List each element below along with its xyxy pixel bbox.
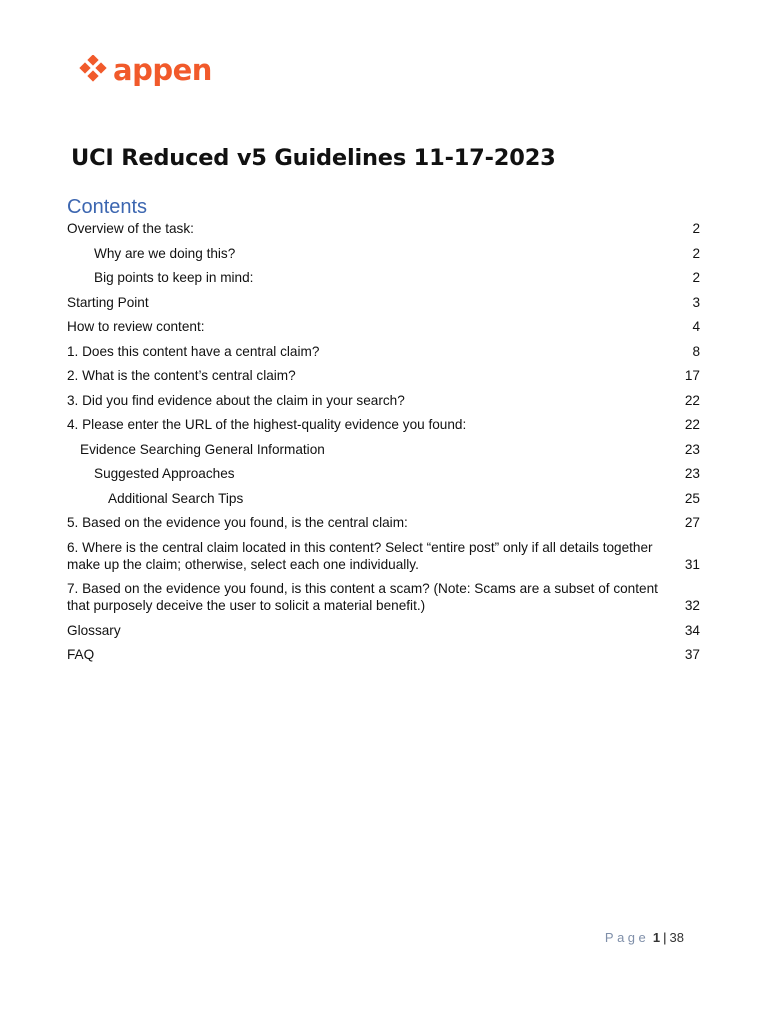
toc-entry-page-number[interactable]: 37 xyxy=(684,647,700,662)
toc-entry[interactable] xyxy=(67,294,700,311)
toc-entry[interactable] xyxy=(67,514,700,531)
toc-entry[interactable] xyxy=(67,441,700,458)
toc-heading: Contents xyxy=(67,196,148,218)
toc-entry[interactable] xyxy=(67,367,700,384)
current-page-number: 1 xyxy=(652,930,661,945)
toc-entry[interactable] xyxy=(67,465,700,482)
toc-entry-page-number[interactable]: 31 xyxy=(684,556,700,572)
toc-entry[interactable] xyxy=(67,269,700,286)
toc-entry-label[interactable]: 5. Based on the evidence you found, is the central claim: xyxy=(67,515,408,530)
toc-entry[interactable] xyxy=(67,622,700,639)
toc-entry[interactable] xyxy=(67,220,700,237)
toc-entry[interactable] xyxy=(67,318,700,335)
page-word: Page xyxy=(604,930,650,945)
toc-entry-label[interactable]: Suggested Approaches xyxy=(94,466,235,481)
toc-entry-page-number[interactable]: 17 xyxy=(684,368,700,383)
toc-entry-page-number[interactable]: 23 xyxy=(684,466,700,481)
toc-entry-label[interactable]: Overview of the task: xyxy=(67,221,194,236)
toc-entry-page-number[interactable]: 4 xyxy=(692,319,700,334)
toc-entry-label[interactable]: 3. Did you find evidence about the claim in your search? xyxy=(67,392,405,408)
toc-entry-label[interactable]: 1. Does this content have a central claim? xyxy=(67,343,320,359)
toc-entry-label[interactable]: How to review content: xyxy=(67,319,205,334)
appen-diamond-icon xyxy=(79,55,107,85)
toc-entry[interactable] xyxy=(67,490,700,507)
toc-entry-label[interactable]: Evidence Searching General Information xyxy=(80,441,325,457)
toc-entry[interactable] xyxy=(67,580,700,614)
toc-entry-label[interactable]: 6. Where is the central claim located in this content? Select “entire post” only if all details together make up the claim; otherwise, select each one individually. xyxy=(67,539,653,572)
document-title: UCI Reduced v5 Guidelines 11-17-2023 xyxy=(71,145,556,171)
table-of-contents xyxy=(67,220,700,671)
toc-entry[interactable] xyxy=(67,416,700,433)
toc-entry-page-number[interactable]: 32 xyxy=(684,598,700,613)
toc-entry-label[interactable]: 4. Please enter the URL of the highest-quality evidence you found: xyxy=(67,417,467,432)
toc-entry-page-number[interactable]: 23 xyxy=(684,441,700,457)
toc-entry-label[interactable]: Why are we doing this? xyxy=(94,245,236,261)
toc-entry-page-number[interactable]: 22 xyxy=(684,392,700,408)
toc-entry-label[interactable]: 2. What is the content’s central claim? xyxy=(67,368,296,383)
logo-wordmark: appen xyxy=(113,53,212,87)
page-footer xyxy=(605,930,684,945)
toc-entry-label[interactable]: Starting Point xyxy=(67,294,149,310)
toc-entry-page-number[interactable]: 2 xyxy=(692,270,700,285)
toc-entry-label[interactable]: Glossary xyxy=(67,622,121,638)
appen-logo xyxy=(79,52,212,88)
toc-entry-page-number[interactable]: 8 xyxy=(692,343,700,359)
toc-entry-label[interactable]: Additional Search Tips xyxy=(108,490,244,506)
toc-entry-page-number[interactable]: 34 xyxy=(684,622,700,638)
toc-entry-page-number[interactable]: 27 xyxy=(684,515,700,530)
total-page-count: 38 xyxy=(669,930,684,945)
toc-entry-label[interactable]: FAQ xyxy=(67,647,95,662)
toc-entry-page-number[interactable]: 3 xyxy=(692,294,700,310)
toc-entry-label[interactable]: 7. Based on the evidence you found, is this content a scam? (Note: Scams are a subset of content that purposely deceive the user to solicit a material benefit.) xyxy=(67,581,658,613)
toc-entry[interactable] xyxy=(67,646,700,663)
toc-entry-page-number[interactable]: 2 xyxy=(692,245,700,261)
toc-entry[interactable] xyxy=(67,343,700,360)
toc-entry-page-number[interactable]: 25 xyxy=(684,490,700,506)
toc-entry[interactable] xyxy=(67,539,700,573)
toc-entry-label[interactable]: Big points to keep in mind: xyxy=(94,270,254,285)
toc-entry-page-number[interactable]: 2 xyxy=(692,221,700,236)
toc-entry-page-number[interactable]: 22 xyxy=(684,417,700,432)
page-separator: | xyxy=(663,930,667,945)
toc-entry[interactable] xyxy=(67,245,700,262)
toc-entry[interactable] xyxy=(67,392,700,409)
